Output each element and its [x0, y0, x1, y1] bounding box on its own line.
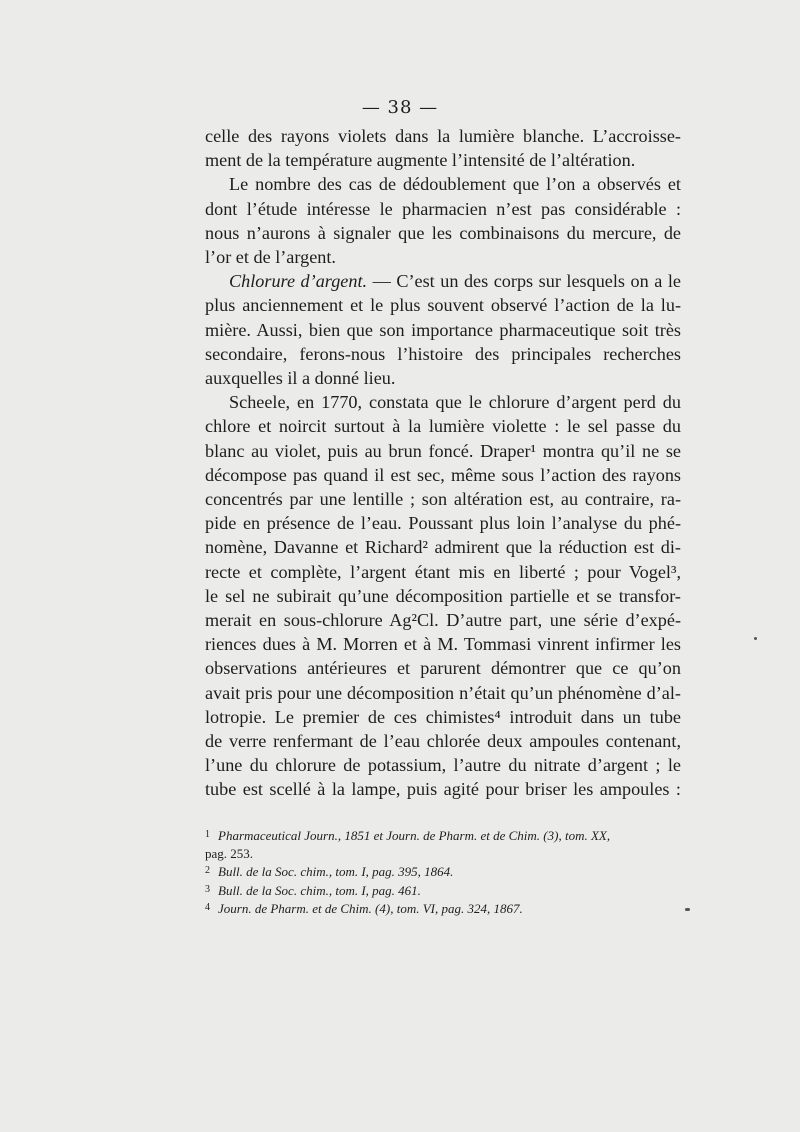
print-speck — [685, 908, 690, 911]
text-line: nous n’aurons à signaler que les combinaisons du mercure, de — [205, 222, 681, 243]
page-number: — 38 — — [361, 97, 439, 118]
text-line: riences dues à M. Morren et à M. Tommasi vinrent infirmer les — [205, 634, 681, 655]
text-line: décompose pas quand il est sec, même sous l’action des rayons — [205, 464, 681, 485]
text-line: tube est scellé à la lampe, puis agité pour briser les ampoules : — [205, 779, 681, 800]
text-line: merait en sous-chlorure Ag²Cl. D’autre part, une série d’expé- — [205, 610, 681, 631]
text-line: recte et complète, l’argent étant mis en liberté ; pour Vogel³, — [205, 561, 681, 582]
text-line: de verre renfermant de l’eau chlorée deux ampoules contenant, — [205, 731, 681, 752]
footnote-mark: 4 — [205, 902, 210, 914]
footnotes — [205, 826, 681, 918]
text-line: blanc au violet, puis au brun foncé. Draper¹ montra qu’il ne se — [205, 440, 681, 461]
text-line: plus anciennement et le plus souvent observé l’action de la lu- — [205, 295, 681, 316]
footnote — [205, 899, 681, 918]
footnote-text: Bull. de la Soc. chim., tom. I, pag. 395, 1864. — [218, 864, 454, 880]
text-line: avait pris pour une décomposition n’était qu’un phénomène d’al- — [205, 682, 681, 703]
text-segment: — C’est un des corps sur lesquels on a le — [367, 271, 681, 292]
footnote-text: Pharmaceutical Journ., 1851 et Journ. de Pharm. et de Chim. (3), tom. XX, — [218, 828, 611, 843]
section-heading: Chlorure d’argent. — [229, 271, 368, 292]
text-line: l’or et de l’argent. — [205, 247, 336, 268]
text-line: nomène, Davanne et Richard² admirent que la réduction est di- — [205, 537, 681, 558]
footnote — [205, 881, 681, 900]
text-line: Le nombre des cas de dédoublement que l’on a observés et — [229, 174, 681, 195]
footnote-mark: 3 — [205, 883, 210, 895]
text-line: mière. Aussi, bien que son importance pharmaceutique soit très — [205, 319, 681, 340]
footnote-mark: 2 — [205, 865, 210, 877]
text-line: le sel ne subirait qu’une décomposition partielle et se transfor- — [205, 585, 681, 606]
text-line: ment de la température augmente l’intensité de l’altération. — [205, 150, 636, 171]
footnote-text: Journ. de Pharm. et de Chim. (4), tom. VI, pag. 324, 1867. — [218, 901, 523, 917]
text-line: observations antérieures et parurent démontrer que ce qu’on — [205, 658, 681, 679]
text-line: lotropie. Le premier de ces chimistes⁴ introduit dans un tube — [205, 706, 681, 727]
text-line — [205, 269, 681, 293]
footnote-text: Bull. de la Soc. chim., tom. I, pag. 461. — [218, 882, 421, 898]
text-line: concentrés par une lentille ; son altération est, au contraire, ra- — [205, 489, 681, 510]
text-line: pide en présence de l’eau. Poussant plus loin l’analyse du phé- — [205, 513, 681, 534]
print-speck — [754, 637, 757, 640]
footnote — [205, 826, 681, 845]
footnote-continuation: pag. 253. — [205, 845, 254, 861]
text-line: l’une du chlorure de potassium, l’autre du nitrate d’argent ; le — [205, 755, 681, 776]
text-line: celle des rayons violets dans la lumière blanche. L’accroisse- — [205, 126, 681, 146]
text-line: auxquelles il a donné lieu. — [205, 368, 396, 389]
footnote — [205, 862, 681, 881]
text-line: Scheele, en 1770, constata que le chlorure d’argent perd du — [229, 392, 681, 413]
text-line: chlore et noircit surtout à la lumière violette : le sel passe du — [205, 416, 681, 437]
text-line: dont l’étude intéresse le pharmacien n’est pas considérable : — [205, 198, 681, 219]
footnote-mark: 1 — [205, 829, 210, 840]
main-text — [205, 124, 681, 802]
text-line: secondaire, ferons-nous l’histoire des principales recherches — [205, 343, 681, 364]
